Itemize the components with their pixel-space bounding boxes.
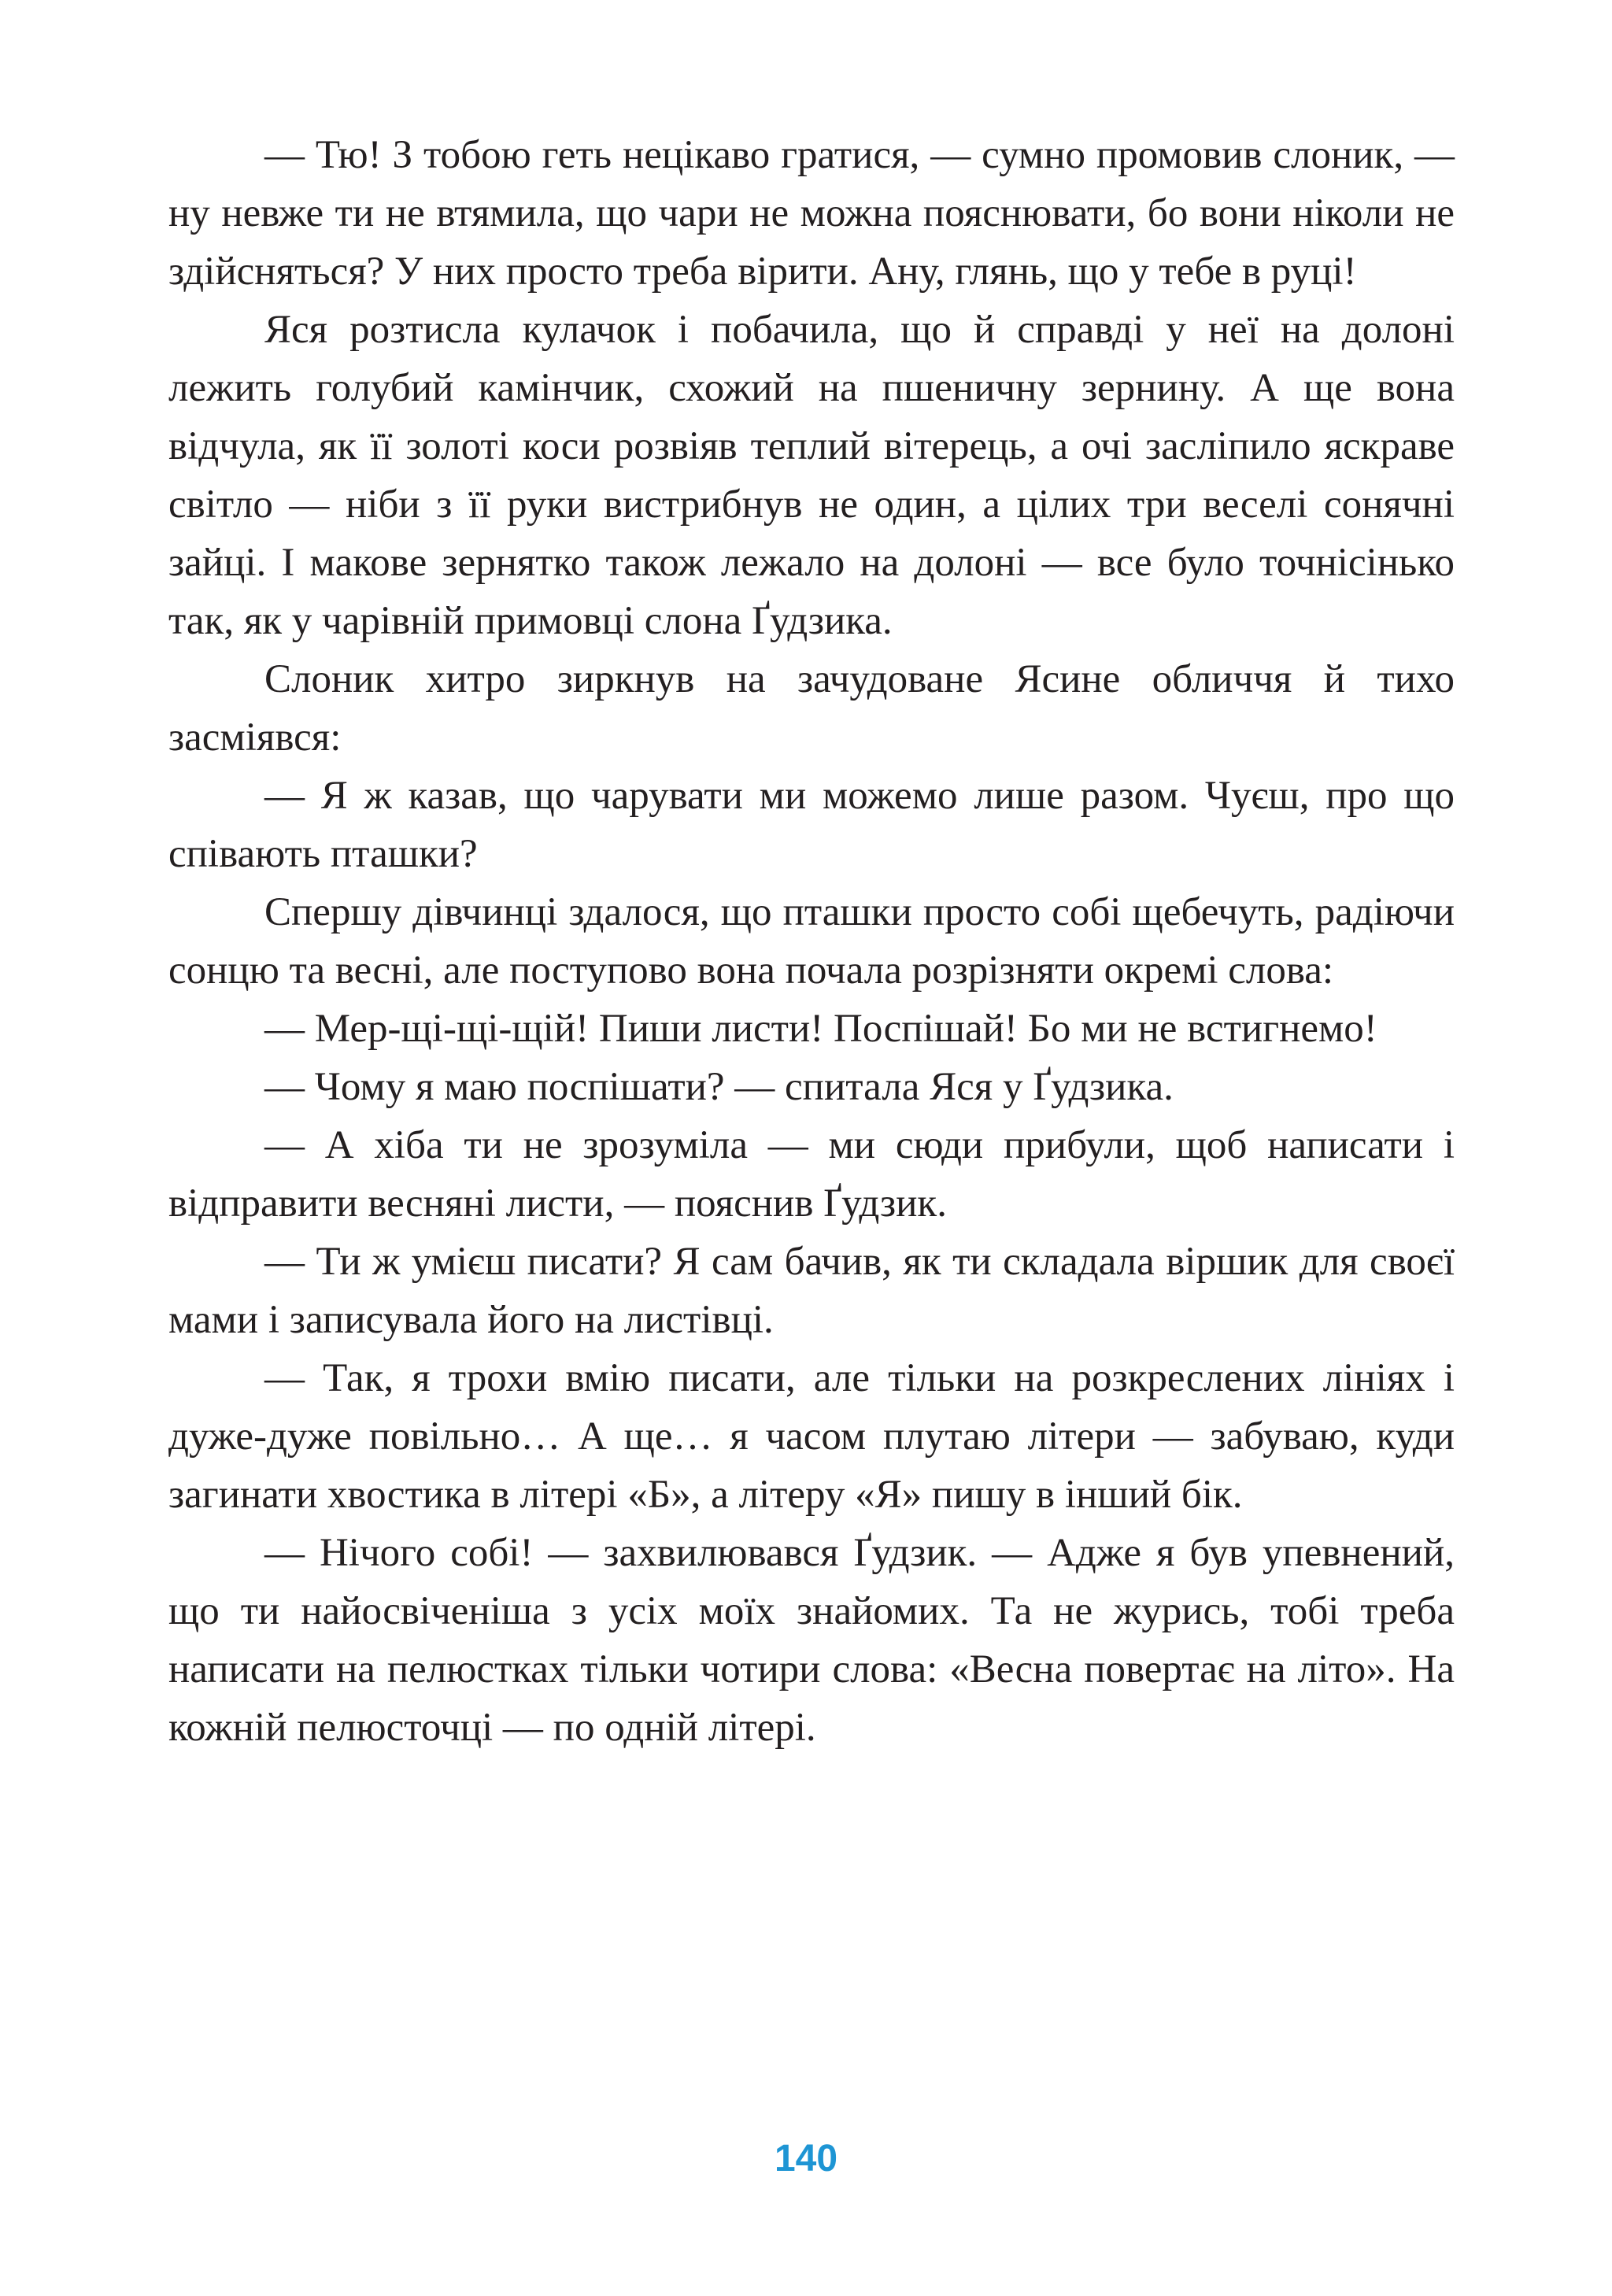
paragraph-3: Слоник хитро зиркнув на зачудоване Ясине обличчя й тихо засміявся: [168, 657, 1455, 760]
paragraph-4: — Я ж казав, що чарувати ми можемо лише разом. Чуєш, про що співають пташки? [168, 774, 1455, 876]
paragraph-6: — Мер-щі-щі-щій! Пиши листи! Поспішай! Бо ми не встигнемо! [264, 1007, 1377, 1051]
paragraph-9: — Ти ж умієш писати? Я сам бачив, як ти складала віршик для своєї мами і записувала його на листівці. [168, 1240, 1455, 1342]
paragraph-2: Яся розтисла кулачок і побачила, що й справді у неї на долоні лежить голубий камінчик, схожий на пшеничну зернину. А ще вона відчула, як її золоті коси розвіяв теплий вітерець, а очі засліпило яскраве світло — ніби з її руки вистрибнув не один, а цілих три веселі сонячні зайці. І макове зернятко також лежало на долоні — все було точнісінько так, як у чарівній примовці слона Ґудзика. [168, 308, 1455, 643]
book-text [168, 126, 1455, 1757]
paragraph-1: — Тю! З тобою геть нецікаво гратися, — сумно промовив слоник, — ну невже ти не втямила, що чари не можна пояснювати, бо вони ніколи не здійсняться? У них просто треба вірити. Ану, глянь, що у тебе в руці! [168, 133, 1455, 294]
paragraph-5: Спершу дівчинці здалося, що пташки просто собі щебечуть, радіючи сонцю та весні, але поступово вона почала розрізняти окремі слова: [168, 890, 1455, 993]
paragraph-8: — А хіба ти не зрозуміла — ми сюди прибули, щоб написати і відправити весняні листи, — пояснив Ґудзик. [168, 1123, 1455, 1226]
page-number: 140 [774, 2138, 838, 2180]
paragraph-11: — Нічого собі! — захвилювався Ґудзик. — Адже я був упевнений, що ти найосвіченіша з усіх моїх знайомих. Та не журись, тобі треба написати на пелюстках тільки чотири слова: «Весна повертає на літо». На кожній пелюсточці — по одній літері. [168, 1531, 1455, 1750]
paragraph-10: — Так, я трохи вмію писати, але тільки на розкреслених лініях і дуже-дуже повільно… А ще… я часом плутаю літери — забуваю, куди загинати хвостика в літері «Б», а літеру «Я» пишу в інший бік. [168, 1356, 1455, 1517]
paragraph-7: — Чому я маю поспішати? — спитала Яся у Ґудзика. [264, 1065, 1174, 1109]
